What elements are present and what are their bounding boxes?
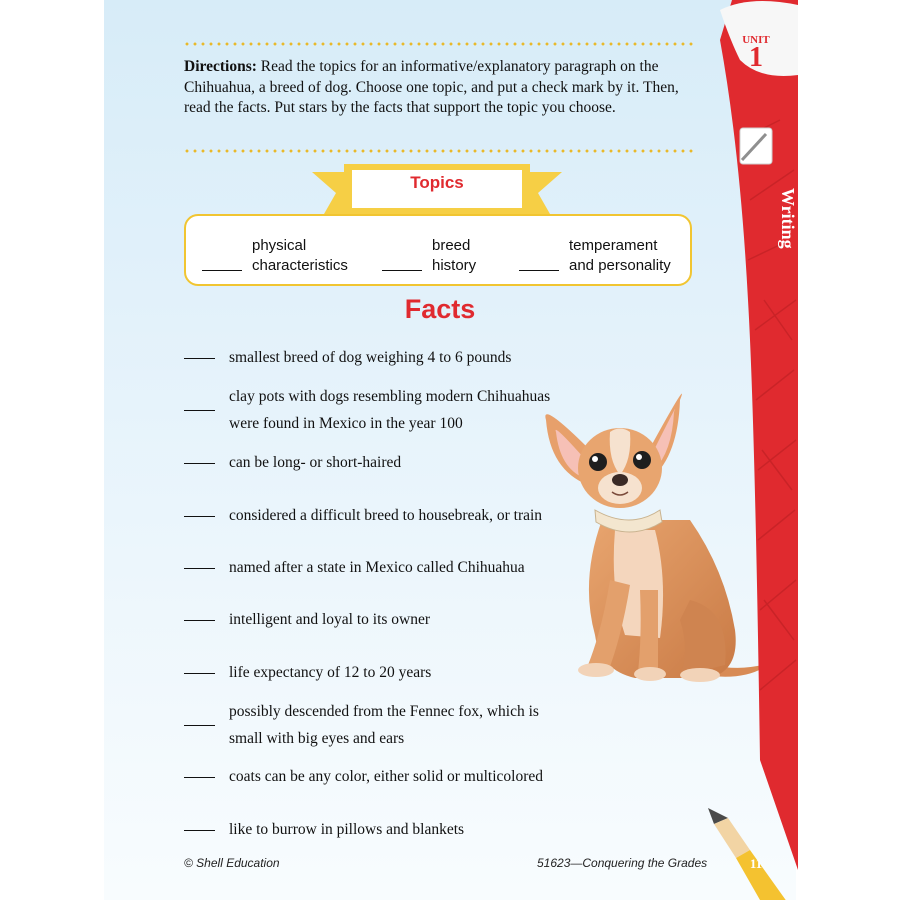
star-blank[interactable] <box>184 725 215 726</box>
directions-label: Directions: <box>184 58 257 75</box>
topic-line1: physical <box>252 237 307 254</box>
topic-option <box>202 236 348 276</box>
star-blank[interactable] <box>184 358 215 359</box>
unit-sidebar <box>720 0 800 900</box>
unit-number: 1 <box>749 42 763 73</box>
directions-text: Read the topics for an informative/explanatory paragraph on the Chihuahua, a breed of dog. Choose one topic, and put a check mark by it. Then, read the facts. Put stars by the facts that support the topic you choose. <box>184 58 679 116</box>
star-blank[interactable] <box>184 620 215 621</box>
paper-pencil-icon <box>740 128 772 164</box>
fact-text: like to burrow in pillows and blankets <box>229 821 465 838</box>
topic-option <box>382 236 476 276</box>
checkmark-blank[interactable] <box>519 270 559 271</box>
fact-text: can be long- or short-haired <box>229 454 402 471</box>
fact-item <box>184 817 464 844</box>
topic-line2: history <box>432 257 477 274</box>
fact-item <box>184 764 543 791</box>
fact-item <box>184 660 431 687</box>
fact-item <box>184 607 430 634</box>
topic-line1: temperament <box>569 237 658 254</box>
topic-line2: characteristics <box>252 257 348 274</box>
fact-text: coats can be any color, either solid or multicolored <box>229 768 544 785</box>
fact-text: life expectancy of 12 to 20 years <box>229 664 432 681</box>
fact-text: considered a difficult breed to housebreak, or train <box>229 507 543 524</box>
fact-item <box>184 384 550 437</box>
topic-option <box>519 236 671 276</box>
fact-item <box>184 345 511 372</box>
star-blank[interactable] <box>184 463 215 464</box>
star-blank[interactable] <box>184 568 215 569</box>
fact-item <box>184 503 542 530</box>
star-blank[interactable] <box>184 830 215 831</box>
fact-text: named after a state in Mexico called Chihuahua <box>229 559 525 576</box>
checkmark-blank[interactable] <box>202 270 242 271</box>
fact-item <box>184 555 525 582</box>
star-blank[interactable] <box>184 516 215 517</box>
fact-item <box>184 699 539 752</box>
checkmark-blank[interactable] <box>382 270 422 271</box>
topics-box <box>184 214 692 286</box>
star-blank[interactable] <box>184 673 215 674</box>
page-number: 11 <box>749 856 763 871</box>
fact-text: clay pots with dogs resembling modern Chihuahuas <box>229 388 551 405</box>
footer-left: © Shell Education <box>184 856 280 870</box>
star-blank[interactable] <box>184 410 215 411</box>
topic-line2: and personality <box>569 257 671 274</box>
topics-title: Topics <box>410 173 464 192</box>
footer-right: 51623—Conquering the Grades <box>537 856 708 870</box>
fact-text: smallest breed of dog weighing 4 to 6 pounds <box>229 349 512 366</box>
dotted-divider-top <box>183 42 695 46</box>
dotted-divider-bottom <box>183 149 695 153</box>
unit-label: UNIT <box>742 34 770 46</box>
fact-text: intelligent and loyal to its owner <box>229 611 431 628</box>
fact-text-line2: small with big eyes and ears <box>229 729 405 747</box>
topic-line1: breed <box>432 237 471 254</box>
fact-text-line2: were found in Mexico in the year 100 <box>229 414 463 432</box>
pencil-page-number <box>700 800 800 900</box>
section-label: Writing <box>778 188 798 249</box>
star-blank[interactable] <box>184 777 215 778</box>
facts-title: Facts <box>404 294 476 324</box>
fact-text: possibly descended from the Fennec fox, which is <box>229 703 539 720</box>
directions <box>184 57 696 119</box>
fact-item <box>184 450 401 477</box>
